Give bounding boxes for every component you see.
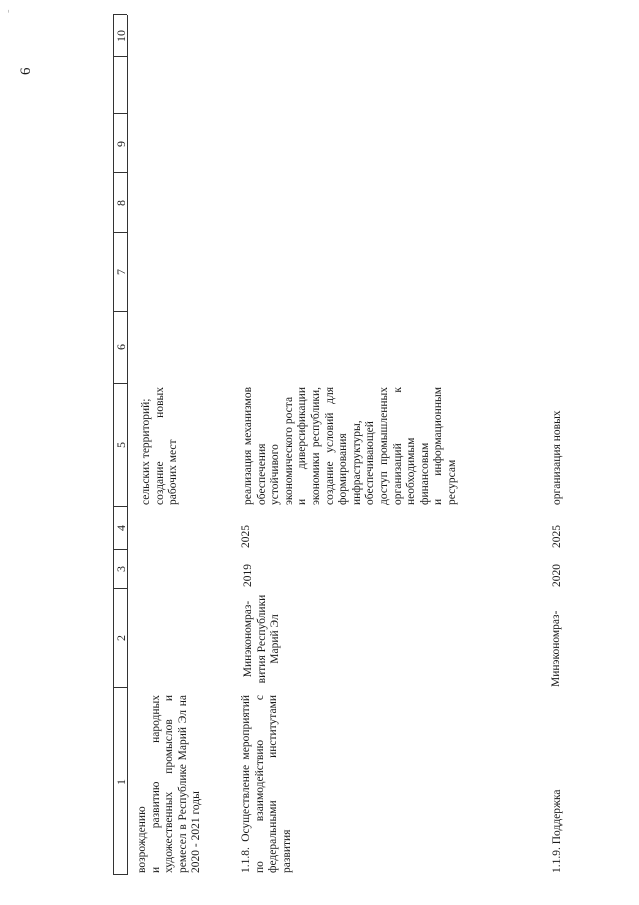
row3-start-year: 2020 [551, 564, 563, 587]
col-separator [113, 506, 127, 507]
col-separator [113, 172, 127, 173]
row3-end-year: 2025 [551, 525, 563, 548]
col-separator [113, 687, 127, 688]
column-number: 3 [114, 566, 128, 572]
column-number: 10 [114, 30, 128, 42]
col-separator [113, 588, 127, 589]
col-separator [113, 14, 127, 15]
column-number: 7 [114, 269, 128, 275]
row3-result: организация новых [551, 410, 563, 505]
column-number: 9 [114, 141, 128, 147]
col-separator [113, 113, 127, 114]
col-separator [113, 232, 127, 233]
row1-result: сельских территорий; создание новых рабочих мест [140, 387, 180, 505]
column-number: 5 [114, 442, 128, 448]
column-number: 8 [114, 200, 128, 206]
column-number: 1 [114, 779, 128, 785]
col-separator [113, 311, 127, 312]
row3-executor: Минэкономраз- [550, 610, 562, 687]
column-number: 2 [114, 635, 128, 641]
row3-name: 1.1.9. Поддержка [551, 789, 563, 873]
page-number: 6 [18, 67, 34, 75]
row2-end-year: 2025 [240, 525, 252, 548]
row2-result: реализация механизмов обеспечения устойчивого экономического роста и диверсификации экономики республики, создание условий для формирования инфраструктуры, обеспечивающей доступ промышленных организаций к необходимым финансовым и информационным ресурсам [242, 387, 458, 505]
row1-name: возрождению и развитию народных художественных промыслов и ремесел в Республике Марий Эл на 2020 - 2021 годы [136, 695, 203, 873]
column-number: 4 [114, 525, 128, 531]
column-number: 6 [114, 344, 128, 350]
row2-executor: Минэкономраз- вития Республики Марий Эл [242, 594, 282, 684]
row2-name: 1.1.8. Осуществление мероприятий по взаимодействию с федеральными институтами развития [240, 695, 293, 873]
col-separator [113, 549, 127, 550]
col-separator [113, 56, 127, 57]
corner-mark: – [4, 9, 12, 13]
col-separator [113, 383, 127, 384]
col-separator [113, 874, 127, 875]
row2-start-year: 2019 [242, 564, 254, 587]
